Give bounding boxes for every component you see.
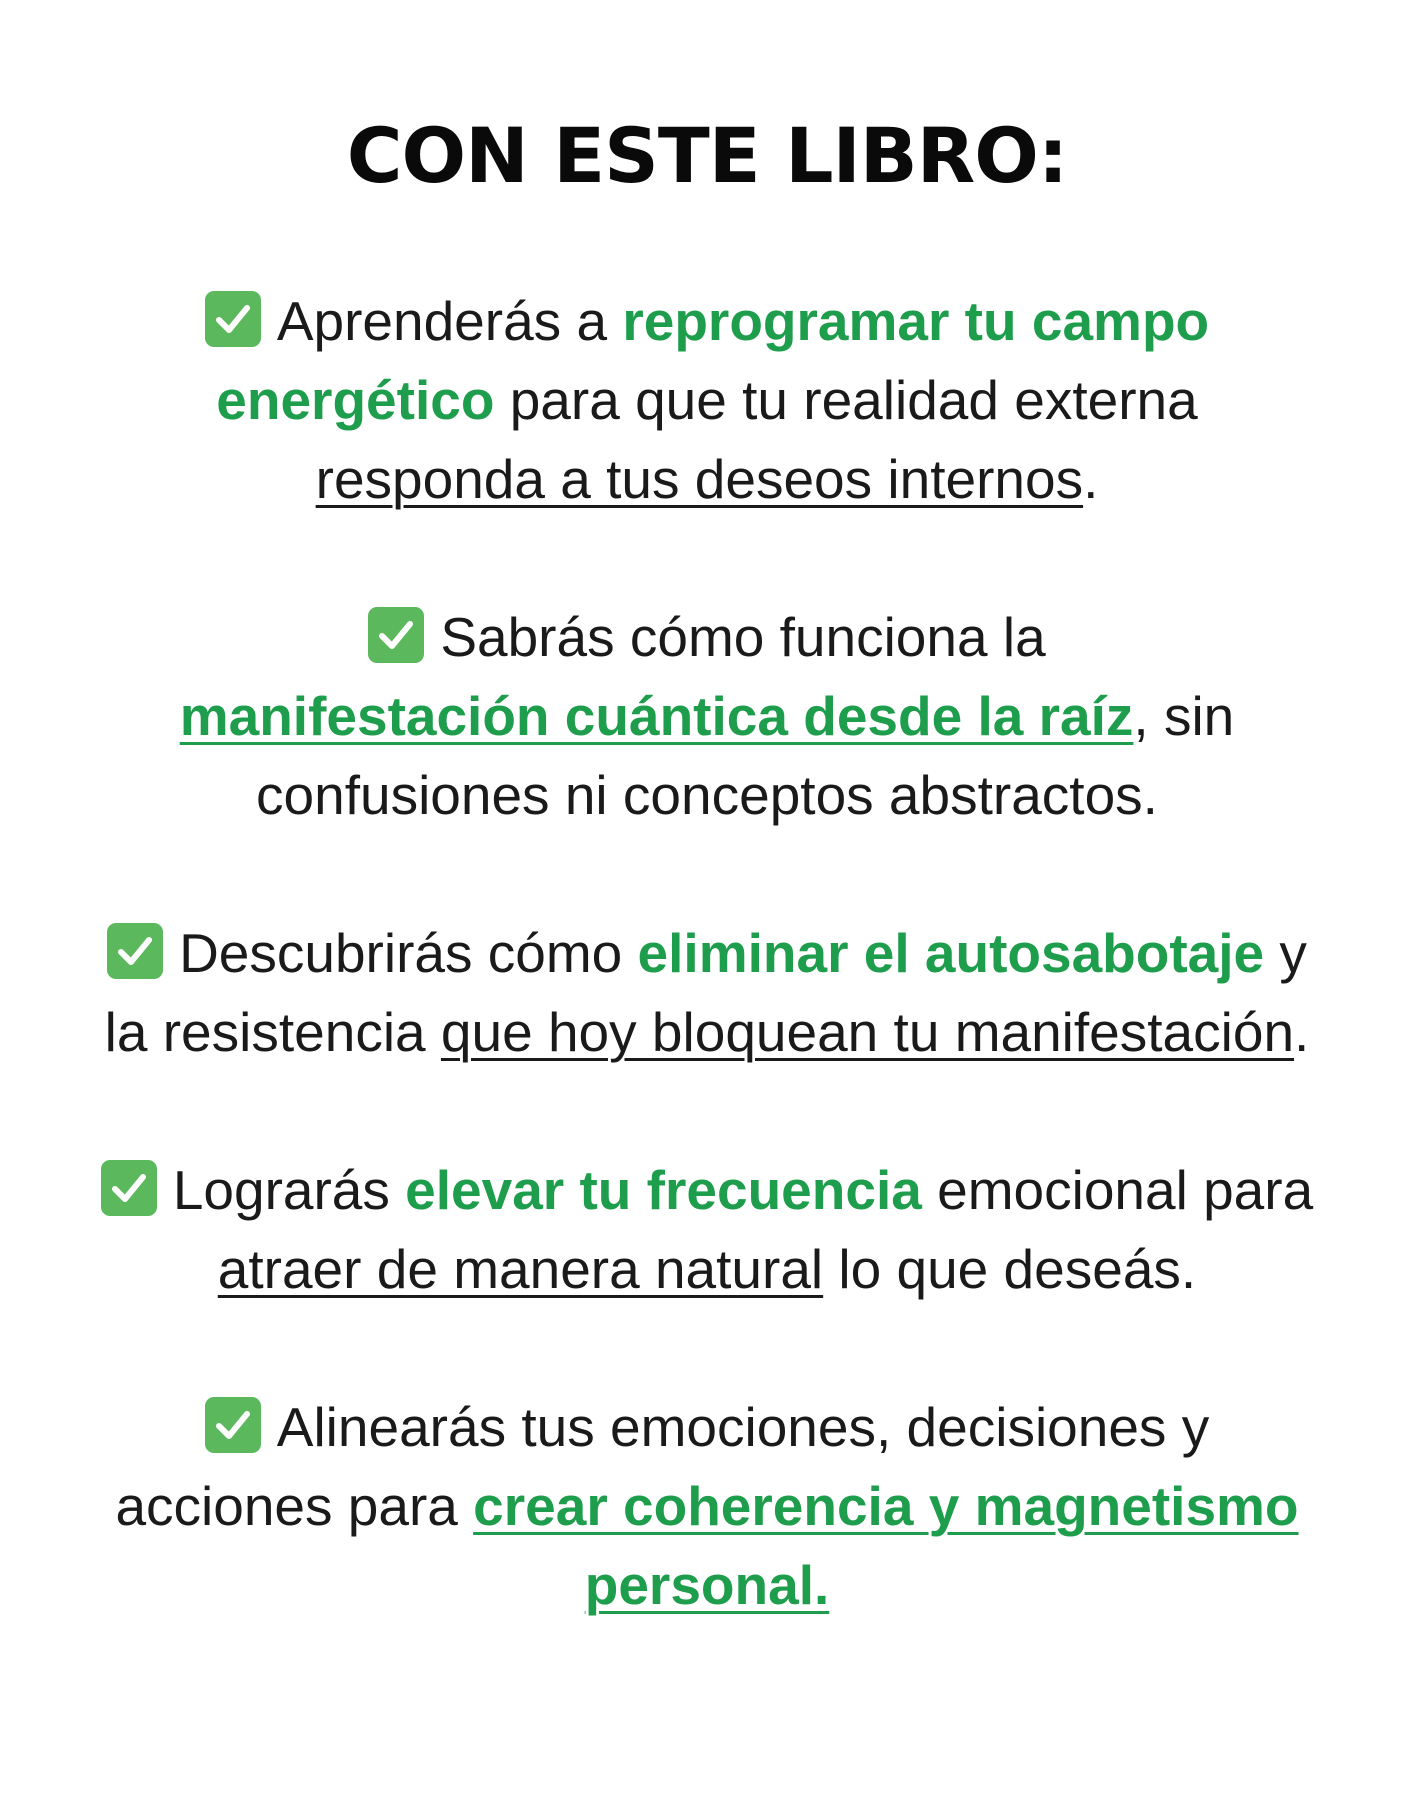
benefit-highlight: crear coherencia y magnetismo personal. xyxy=(473,1475,1299,1616)
check-mark-button-icon xyxy=(101,1160,157,1216)
benefit-text: Sabrás cómo funciona la xyxy=(440,606,1046,668)
benefit-text: para que tu realidad externa xyxy=(494,369,1198,431)
benefit-highlight: eliminar el autosabotaje xyxy=(637,922,1265,984)
benefits-list xyxy=(100,282,1314,1625)
benefit-text: Aprenderás a xyxy=(276,290,623,352)
benefit-item-3 xyxy=(100,914,1314,1072)
benefit-highlight: elevar tu frecuencia xyxy=(405,1159,922,1221)
check-mark-button-icon xyxy=(205,1397,261,1453)
benefit-text: , sin confusiones ni conceptos abstractos. xyxy=(256,685,1235,826)
benefit-item-4 xyxy=(100,1151,1314,1309)
benefit-text: Descubrirás cómo xyxy=(179,922,638,984)
check-mark-button-icon xyxy=(368,607,424,663)
check-mark-button-icon xyxy=(205,291,261,347)
benefit-text: Lograrás xyxy=(172,1159,406,1221)
benefit-underline: que hoy bloquean tu manifestación xyxy=(440,1001,1295,1063)
benefit-underline: responda a tus deseos internos xyxy=(315,448,1084,510)
benefit-item-5 xyxy=(100,1388,1314,1625)
benefit-item-1 xyxy=(100,282,1314,519)
check-mark-button-icon xyxy=(107,923,163,979)
benefit-text: emocional para xyxy=(921,1159,1314,1221)
benefit-text: y la resistencia xyxy=(104,922,1307,1063)
benefit-item-2 xyxy=(100,598,1314,835)
benefit-text: . xyxy=(1294,1001,1310,1063)
benefit-text: Alinearás tus emociones, decisiones y acciones para xyxy=(115,1396,1210,1537)
page-title: CON ESTE LIBRO: xyxy=(346,111,1068,200)
benefit-text: lo que deseás. xyxy=(823,1238,1197,1300)
benefit-highlight: reprogramar tu campo energético xyxy=(216,290,1210,431)
benefit-underline: atraer de manera natural xyxy=(217,1238,824,1300)
benefit-highlight: manifestación cuántica desde la raíz xyxy=(179,685,1134,747)
benefit-text: . xyxy=(1083,448,1099,510)
